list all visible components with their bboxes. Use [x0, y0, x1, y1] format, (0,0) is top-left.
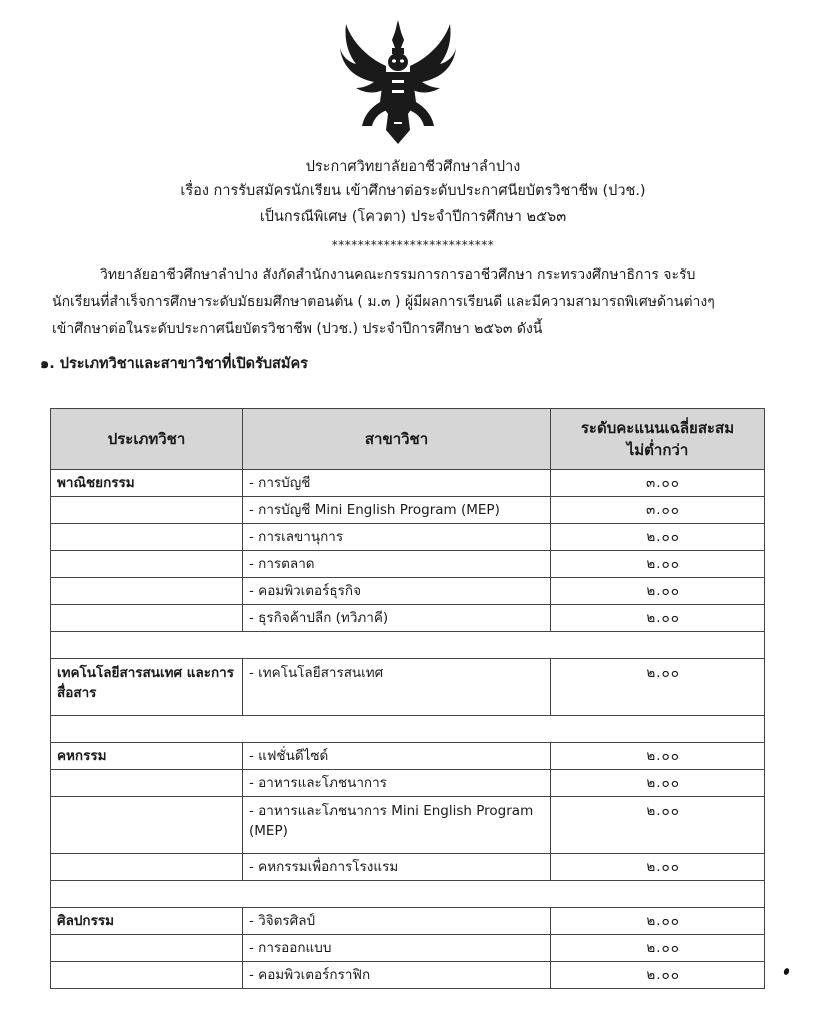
major-cell: - คหกรรมเพื่อการโรงแรม — [243, 854, 551, 881]
table-row — [51, 854, 765, 881]
score-cell: ๒.๐๐ — [551, 551, 765, 578]
score-cell: ๒.๐๐ — [551, 659, 765, 716]
category-cell — [51, 524, 243, 551]
score-cell: ๒.๐๐ — [551, 524, 765, 551]
table-row — [51, 797, 765, 854]
intro-paragraph-line-2: นักเรียนที่สำเร็จการศึกษาระดับมัธยมศึกษาตอนต้น ( ม.๓ ) ผู้มีผลการเรียนดี และมีความสามารถพิเศษด้านต่างๆ — [52, 294, 715, 310]
score-cell: ๒.๐๐ — [551, 962, 765, 989]
intro-paragraph-line-3: เข้าศึกษาต่อในระดับประกาศนียบัตรวิชาชีพ (ปวช.) ประจำปีการศึกษา ๒๕๖๓ ดังนี้ — [52, 321, 543, 337]
score-cell: ๒.๐๐ — [551, 743, 765, 770]
score-cell: ๒.๐๐ — [551, 935, 765, 962]
major-cell: - วิจิตรศิลป์ — [243, 908, 551, 935]
announcement-title: ประกาศวิทยาลัยอาชีวศึกษาลำปาง — [305, 159, 521, 175]
category-cell — [51, 797, 243, 854]
major-cell: - การตลาด — [243, 551, 551, 578]
score-cell: ๓.๐๐ — [551, 497, 765, 524]
score-cell: ๒.๐๐ — [551, 770, 765, 797]
category-cell: คหกรรม — [51, 743, 243, 770]
header-min-gpa-line-1: ระดับคะแนนเฉลี่ยสะสม — [580, 419, 735, 437]
category-cell — [51, 551, 243, 578]
table-row — [51, 962, 765, 989]
score-cell: ๒.๐๐ — [551, 797, 765, 854]
score-cell: ๒.๐๐ — [551, 854, 765, 881]
major-cell: - คอมพิวเตอร์กราฟิก — [243, 962, 551, 989]
table-row — [51, 935, 765, 962]
score-cell: ๒.๐๐ — [551, 605, 765, 632]
table-row — [51, 524, 765, 551]
score-cell: ๒.๐๐ — [551, 908, 765, 935]
header-min-gpa — [551, 409, 765, 470]
scan-mark — [783, 967, 790, 975]
major-cell: - อาหารและโภชนาการ Mini English Program (MEP) — [243, 797, 551, 854]
table-header-row — [51, 409, 765, 470]
category-cell — [51, 497, 243, 524]
table-row — [51, 743, 765, 770]
spacer-row — [51, 716, 765, 743]
majors-table — [50, 408, 765, 989]
major-cell: - แฟชั่นดีไซด์ — [243, 743, 551, 770]
category-cell — [51, 935, 243, 962]
major-cell: - การบัญชี — [243, 470, 551, 497]
spacer-row — [51, 881, 765, 908]
garuda-emblem-icon — [338, 18, 458, 146]
major-cell: - คอมพิวเตอร์ธุรกิจ — [243, 578, 551, 605]
category-cell: ศิลปกรรม — [51, 908, 243, 935]
category-cell — [51, 770, 243, 797]
score-cell: ๓.๐๐ — [551, 470, 765, 497]
major-cell: - อาหารและโภชนาการ — [243, 770, 551, 797]
header-major: สาขาวิชา — [243, 409, 551, 470]
category-cell — [51, 605, 243, 632]
intro-paragraph-line-1: วิทยาลัยอาชีวศึกษาลำปาง สังกัดสำนักงานคณะกรรมการการอาชีวศึกษา กระทรวงศึกษาธิการ จะรับ — [100, 267, 696, 283]
major-cell: - การออกแบบ — [243, 935, 551, 962]
category-cell — [51, 854, 243, 881]
major-cell: - ธุรกิจค้าปลีก (ทวิภาคี) — [243, 605, 551, 632]
table-row — [51, 551, 765, 578]
major-cell: - เทคโนโลยีสารสนเทศ — [243, 659, 551, 716]
table-row — [51, 578, 765, 605]
table-row — [51, 659, 765, 716]
section-heading: ๑. ประเภทวิชาและสาขาวิชาที่เปิดรับสมัคร — [40, 356, 308, 372]
announcement-subtitle: เป็นกรณีพิเศษ (โควตา) ประจำปีการศึกษา ๒๕๖๓ — [259, 209, 567, 225]
table-row — [51, 908, 765, 935]
table-row — [51, 470, 765, 497]
star-divider: ************************* — [331, 238, 495, 252]
category-cell: พาณิชยกรรม — [51, 470, 243, 497]
table-row — [51, 605, 765, 632]
category-cell — [51, 578, 243, 605]
spacer-row — [51, 632, 765, 659]
announcement-subject: เรื่อง การรับสมัครนักเรียน เข้าศึกษาต่อระดับประกาศนียบัตรวิชาชีพ (ปวช.) — [180, 183, 646, 199]
category-cell: เทคโนโลยีสารสนเทศ และการสื่อสาร — [51, 659, 243, 716]
major-cell: - การเลขานุการ — [243, 524, 551, 551]
category-cell — [51, 962, 243, 989]
header-category: ประเภทวิชา — [51, 409, 243, 470]
score-cell: ๒.๐๐ — [551, 578, 765, 605]
table-row — [51, 770, 765, 797]
header-min-gpa-line-2: ไม่ต่ำกว่า — [626, 441, 689, 459]
major-cell: - การบัญชี Mini English Program (MEP) — [243, 497, 551, 524]
table-row — [51, 497, 765, 524]
